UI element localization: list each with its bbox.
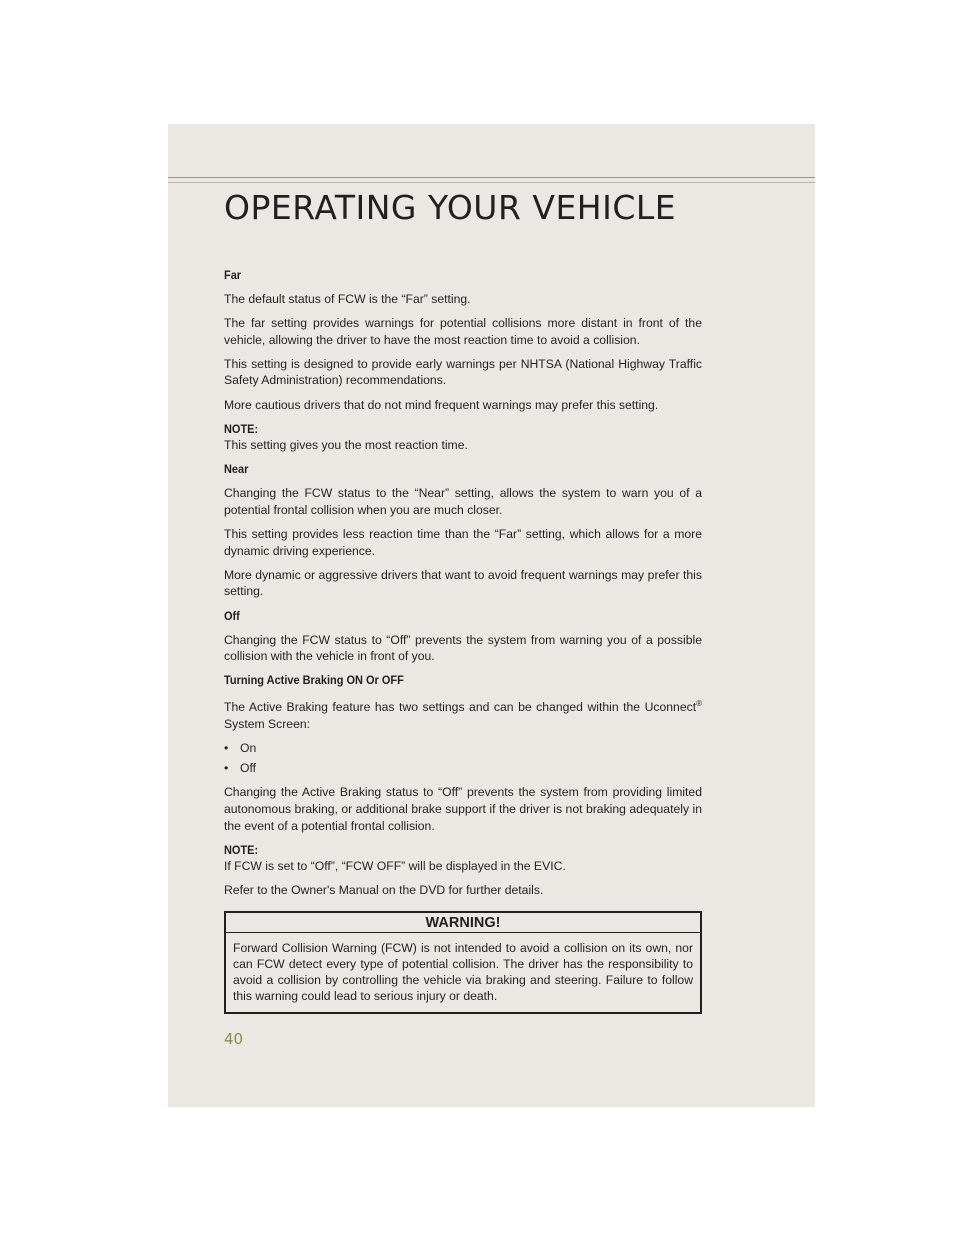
- bullet: •: [224, 761, 229, 776]
- warning-title: WARNING!: [226, 913, 700, 933]
- paragraph: Changing the FCW status to the “Near” setting, allows the system to warn you of a potential frontal collision when you are much closer.: [224, 486, 702, 518]
- paragraph: Changing the FCW status to “Off” prevents the system from warning you of a possible collision with the vehicle in front of you.: [224, 632, 702, 664]
- list-item-label: On: [240, 741, 257, 756]
- note-text: This setting gives you the most reaction time.: [224, 438, 468, 453]
- note-text: If FCW is set to “Off”, “FCW OFF” will be displayed in the EVIC.: [224, 859, 566, 874]
- paragraph: The far setting provides warnings for potential collisions more distant in front of the vehicle, allowing the driver to have the most reaction time to avoid a collision.: [224, 316, 702, 347]
- paragraph-text: System Screen:: [224, 717, 311, 732]
- paragraph: This setting provides less reaction time than the “Far” setting, which allows for a more dynamic driving experience.: [224, 527, 702, 558]
- heading-off: Off: [224, 608, 240, 623]
- settings-list: [224, 740, 702, 777]
- paragraph: This setting is designed to provide early warnings per NHTSA (National Highway Traffic Safety Administration) recommendations.: [224, 356, 702, 388]
- body-content: [224, 267, 702, 906]
- heading-active-braking: Turning Active Braking ON Or OFF: [224, 673, 404, 688]
- paragraph: More dynamic or aggressive drivers that want to avoid frequent warnings may prefer this setting.: [224, 567, 702, 599]
- heading-far: Far: [224, 268, 242, 282]
- manual-page: [168, 124, 815, 1107]
- note-label: NOTE:: [224, 421, 259, 436]
- paragraph: More cautious drivers that do not mind frequent warnings may prefer this setting.: [224, 397, 659, 412]
- section-title: OPERATING YOUR VEHICLE: [224, 188, 677, 227]
- warning-text: Forward Collision Warning (FCW) is not intended to avoid a collision on its own, nor can FCW detect every type of potential collision. The driver has the responsibility to avoid a collision by controlling the vehicle via braking and steering. Failure to follow this warning could lead to serious injury or death.: [233, 941, 693, 1003]
- warning-box: [224, 911, 702, 1014]
- paragraph: Refer to the Owner's Manual on the DVD for further details.: [224, 883, 544, 898]
- header-rule-bottom: [168, 182, 815, 183]
- paragraph: [224, 696, 702, 732]
- page-number: 40: [224, 1030, 244, 1048]
- note-label: NOTE:: [224, 842, 259, 857]
- paragraph-text: The Active Braking feature has two settings and can be changed within the Uconnect: [224, 700, 697, 715]
- registered-mark: ®: [696, 699, 702, 709]
- paragraph: Changing the Active Braking status to “Off” prevents the system from providing limited autonomous braking, or additional brake support if the driver is not braking adequately in the event of a potential frontal collision.: [224, 785, 702, 833]
- heading-near: Near: [224, 462, 249, 477]
- header-rule-top: [168, 177, 815, 178]
- list-item-label: Off: [240, 761, 257, 776]
- list-item-off: [224, 760, 702, 777]
- paragraph: The default status of FCW is the “Far” setting.: [224, 292, 471, 307]
- bullet: •: [224, 741, 229, 756]
- list-item-on: [224, 740, 702, 757]
